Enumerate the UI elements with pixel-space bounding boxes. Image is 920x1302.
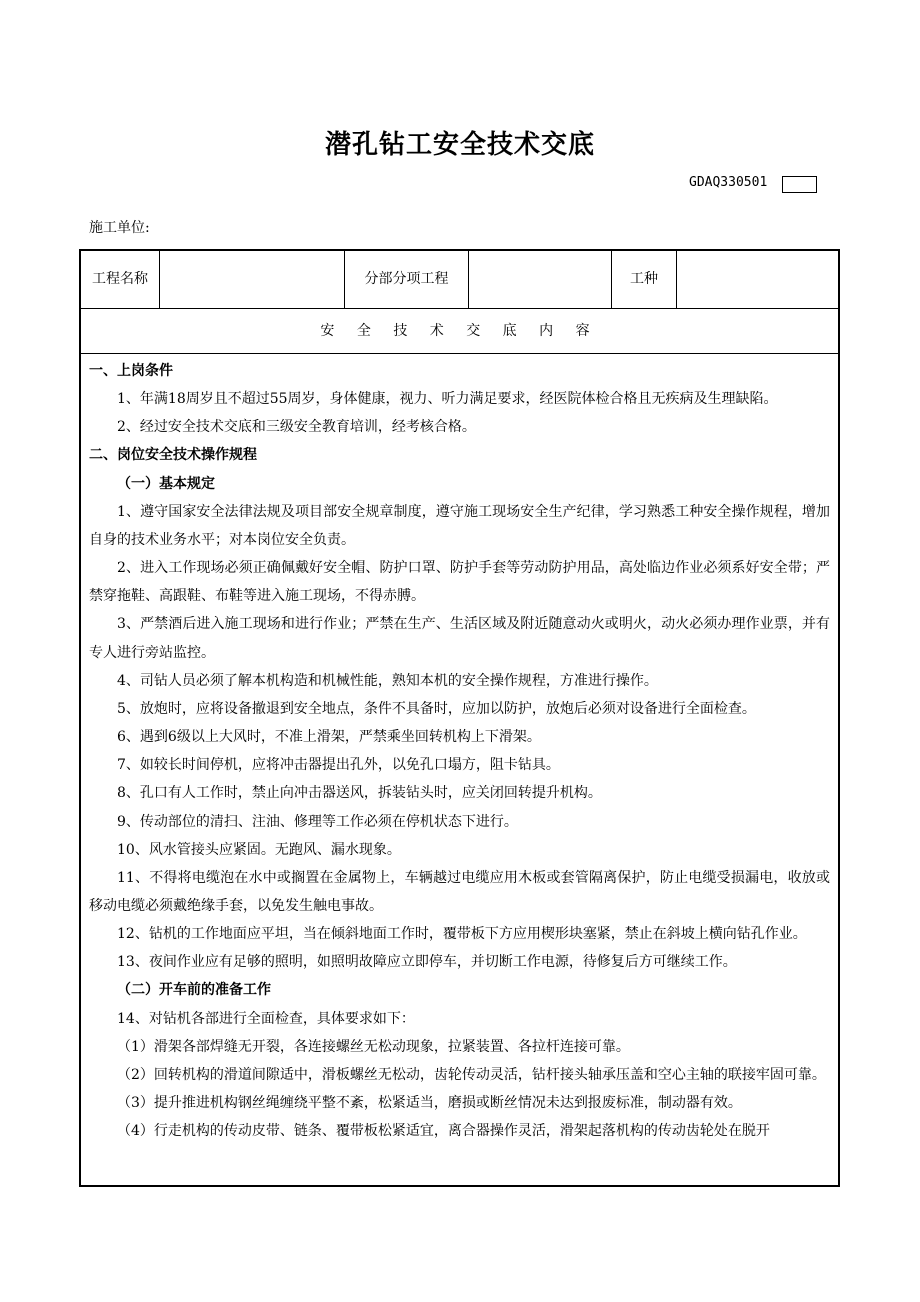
document-title: 潜孔钻工安全技术交底 bbox=[324, 130, 595, 160]
paragraph: 9、传动部位的清扫、注油、修理等工作必须在停机状态下进行。 bbox=[117, 813, 518, 830]
paragraph: 6、遇到6级以上大风时，不准上滑架，严禁乘坐回转机构上下滑架。 bbox=[117, 729, 541, 746]
paragraph: 14、对钻机各部进行全面检查，具体要求如下： bbox=[117, 1010, 415, 1027]
paragraph: 7、如较长时间停机，应将冲击器提出孔外，以免孔口塌方，阻卡钻具。 bbox=[117, 757, 560, 774]
paragraph: 1、遵守国家安全法律法规及项目部安全规章制度，遵守施工现场安全生产纪律，学习熟悉工种安全操作规程，增加自身的技术业务水平；对本岗位安全负责。 bbox=[89, 503, 830, 548]
project-name-field[interactable] bbox=[160, 251, 345, 308]
disclosure-body bbox=[81, 357, 838, 1145]
paragraph: 2、经过安全技术交底和三级安全教育培训，经考核合格。 bbox=[117, 419, 476, 436]
paragraph: （1）滑架各部焊缝无开裂，各连接螺丝无松动现象，拉紧装置、各拉杆连接可靠。 bbox=[117, 1038, 630, 1055]
paragraph: （4）行走机构的传动皮带、链条、覆带板松紧适宜，离合器操作灵活，滑架起落机构的传动齿轮处在脱开 bbox=[117, 1123, 770, 1140]
paragraph: 12、钻机的工作地面应平坦，当在倾斜地面工作时，覆带板下方应用楔形块塞紧，禁止在斜坡上横向钻孔作业。 bbox=[117, 926, 807, 943]
sub-project-label: 分部分项工程 bbox=[345, 251, 469, 308]
paragraph: 2、进入工作现场必须正确佩戴好安全帽、防护口罩、防护手套等劳动防护用品，高处临边作业必须系好安全带；严禁穿拖鞋、高跟鞋、布鞋等进入施工现场，不得赤膊。 bbox=[89, 560, 830, 605]
content-heading: 安 全 技 术 交 底 内 容 bbox=[81, 309, 838, 354]
paragraph: 13、夜间作业应有足够的照明，如照明故障应立即停车，并切断工作电源，待修复后方可继续工作。 bbox=[117, 954, 737, 971]
paragraph: 8、孔口有人工作时，禁止向冲击器送风，拆装钻头时，应关闭回转提升机构。 bbox=[117, 785, 602, 802]
paragraph: 3、严禁酒后进入施工现场和进行作业；严禁在生产、生活区域及附近随意动火或明火，动火必须办理作业票，并有专人进行旁站监控。 bbox=[89, 616, 830, 661]
document-code: GDAQ330501 bbox=[689, 175, 768, 190]
header-row bbox=[81, 251, 838, 309]
paragraph: 1、年满18周岁且不超过55周岁，身体健康，视力、听力满足要求，经医院体检合格且无疾病及生理缺陷。 bbox=[117, 391, 778, 408]
section-heading: 二、岗位安全技术操作规程 bbox=[89, 447, 257, 464]
paragraph: （3）提升推进机构钢丝绳缠绕平整不紊，松紧适当，磨损或断丝情况未达到报废标准，制动器有效。 bbox=[117, 1095, 742, 1112]
paragraph: （2）回转机构的滑道间隙适中，滑板螺丝无松动，齿轮传动灵活，钻杆接头轴承压盖和空心主轴的联接牢固可靠。 bbox=[117, 1066, 826, 1083]
trade-field[interactable] bbox=[677, 251, 838, 308]
disclosure-table bbox=[79, 249, 840, 1187]
construction-unit-label: 施工单位: bbox=[89, 220, 150, 236]
paragraph: 5、放炮时，应将设备撤退到安全地点，条件不具备时，应加以防护，放炮后必须对设备进行全面检查。 bbox=[117, 700, 756, 717]
paragraph: 4、司钻人员必须了解本机构造和机械性能，熟知本机的安全操作规程，方准进行操作。 bbox=[117, 672, 658, 689]
subsection-heading: （一）基本规定 bbox=[117, 475, 215, 492]
trade-label: 工种 bbox=[612, 251, 677, 308]
subsection-heading: （二）开车前的准备工作 bbox=[117, 982, 271, 999]
paragraph: 10、风水管接头应紧固。无跑风、漏水现象。 bbox=[117, 841, 401, 858]
project-name-label: 工程名称 bbox=[81, 251, 160, 308]
paragraph: 11、不得将电缆泡在水中或搁置在金属物上，车辆越过电缆应用木板或套管隔离保护，防止电缆受损漏电，收放或移动电缆必须戴绝缘手套，以免发生触电事故。 bbox=[89, 869, 830, 914]
section-heading: 一、上岗条件 bbox=[89, 363, 173, 379]
code-suffix-box bbox=[782, 176, 817, 193]
sub-project-field[interactable] bbox=[469, 251, 612, 308]
